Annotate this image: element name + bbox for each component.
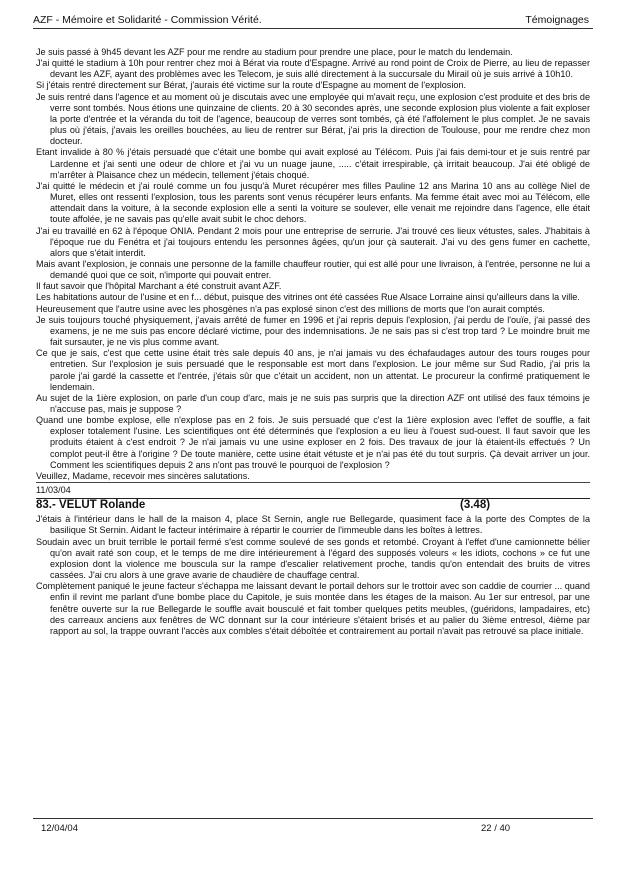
testimony-paragraph: J'ai quitté le médecin et j'ai roulé comme un fou jusqu'à Muret récupérer mes filles Pauline 12 ans Marina 10 ans au collège Niel de Muret, elles ont ressenti l'explosion, tous les parents sont venus récupérer leurs enfants. Ma femme était avec moi au Télécom, elle attendait dans la voiture, à la seconde explosion elle a senti la voiture se soulever, elle venait me rejoindre dans l'agence, elle était toute affolée, je ne savais pas qu'elle avait subit le choc dehors. [36,180,590,225]
page-footer [33,818,593,840]
testimony-paragraph: Les habitations autour de l'usine et en f... début, puisque des vitrines ont été cassées Rue Alsace Lorraine ainsi qu'ailleurs dans la ville. [36,292,580,303]
testimony-paragraph: Il faut savoir que l'hôpital Marchant a été construit avant AZF. [36,281,282,292]
testimony-paragraph: Etant invalide à 80 % j'étais persuadé que c'était une bombe qui avait explosé au Télécom. Puis j'ai fais demi-tour et je suis rentré par Lardenne et j'ai senti une odeur de chlore et j'ai vu un nuage jaune, ..... c'était irrespirable, çà irritait beaucoup. J'ai été obligé de m'arrêter à Plaisance chez un médecin, tellement j'étais choqué. [36,147,590,180]
page-header [33,12,593,30]
page-number: 22 / 40 [481,823,511,834]
testimony-paragraph: Au sujet de la 1ière explosion, on parle d'un coup d'arc, mais je ne suis pas surpris que la direction AZF ont utilisé des faux témoins je n'accuse pas, mais je suppose ? [36,392,590,414]
testimony-paragraph: Quand une bombe explose, elle n'explose pas en 2 fois. Je suis persuadé que c'est la 1ière explosion avec l'effet de souffle, a fait exploser totalement l'usine. Les scientifiques ont été déterminés que l'explosion a eu lieu à l'ouest sud-ouest. Il faut savoir que les produits étaient à c'est endroit ? Je n'ai jamais vu une usine exploser en 2 fois. Des travaux de jour là étaient-ils effectués ? Un complot peut-il être à l'origine ? De toute manière, cette usine était vétuste et je n'ai pas été du tout surpris. Çà devait arriver un jour. Comment les scientifiques depuis 2 ans n'ont pas trouvé le pourquoi de l'explosion ? [36,415,590,470]
footer-date: 12/04/04 [41,823,78,834]
testimony-paragraph: Je suis rentré dans l'agence et au moment où je discutais avec une employée qui m'avait reçu, une explosion c'est produite et des bris de verre sont tombés. Nous étions une quinzaine de clients. 20 à 30 secondes après, une seconde explosion plus violente a fait exploser la porte d'entrée et la véranda du toit de l'agence, beaucoup de verres sont tombés, çà été l'affolement le plus complet. Je ne savais plus où j'étais, j'avais les oreilles bouchées, au lieu de rentrer sur Bérat, j'ai pris la direction de Toulouse, pour me rendre chez mon docteur. [36,91,590,147]
testimony-number: (3.48) [460,499,491,512]
header-divider [33,28,593,29]
testimony-paragraph: Mais avant l'explosion, je connais une personne de la famille chauffeur routier, qui est allé pour une livraison, à l'entrée, personne ne lui a demandé quoi que ce soit, n'importe qui pouvait entrer. [36,258,590,281]
testimony-heading [36,498,590,514]
entry-date: 11/03/04 [36,482,590,497]
testimony-paragraph: Complètement paniqué le jeune facteur s'échappa me laissant devant le portail dehors sur le trottoir avec son caddie de courrier ... quand enfin il revint me parlant d'une bombe place du Capitole, je suis montée dans les étages de la maison. Au 1er sur entresol, par une fenêtre ouverte sur la rue Bellegarde le souffle avait bousculé et fait tomber quelques petits meubles, (guéridons, lampadaires, etc) des carreaux anciens aux fenêtres de WC donnant sur la cour intérieure s'étaient brisés et au palier du 3ième entresol, 4ième par rapport au sol, la trappe ouvrant l'accès aux combles s'était déboîtée et contrairement au portail n'avait pas retrouvé sa place initiale. [36,581,590,636]
footer-divider [33,818,593,819]
closing-salutation: Veuillez, Madame, recevoir mes sincères salutations. [36,470,250,481]
testimony-paragraph: J'étais à l'intérieur dans le hall de la maison 4, place St Sernin, angle rue Bellegarde, quasiment face à la porte des Comptes de la basilique St Sernin. Aidant le facteur intérimaire à répartir le courrier de l'immeuble dans les boîtes à lettres. [36,514,590,536]
testimony-paragraph: Je suis toujours touché physiquement, j'avais arrêté de fumer en 1996 et j'ai repris depuis l'explosion, j'ai perdu de l'ouïe, j'ai passé des examens, je ne me suis pas encore déclaré victime, pour des indemnisations. Je ne sais pas si c'est trop tard ? Le moindre bruit me fait sursauter, je ne vis plus comme avant. [36,314,590,348]
testimony-paragraph: J'ai quitté le stadium à 10h pour rentrer chez moi à Bérat via route d'Espagne. Arrivé au rond point de Croix de Pierre, au lieu de repasser devant les AZF, ayant des problèmes avec les Telecom, je suis allé directement à la succursale du Mirail où je suis arrivé à 10h10. [36,58,590,80]
witness-name: 83.- VELUT Rolande [36,499,146,512]
document-body [36,47,590,637]
header-title: AZF - Mémoire et Solidarité - Commission Vérité. [33,14,262,26]
testimony-paragraph: Ce que je sais, c'est que cette usine était très sale depuis 40 ans, je n'ai jamais vu des échafaudages autour des tours rouges pour entretien. Sur l'explosion je suis persuadé que le responsable est mort dans l'explosion. Le jour même sur Sud Radio, j'ai pris la parole j'ai gardé la cassette et l'entrée, j'étais sûr que c'était un accident, non un attentat. Le procureur la confirmé pratiquement le lendemain. [36,348,590,392]
testimony-paragraph: Soudain avec un bruit terrible le portail fermé s'est comme soulevé de ses gonds et retombé. Croyant à l'effet d'une camionnette bélier qu'on avait raté son coup, et le temps de me dire intérieurement à l'égard des supposés voleurs « les idiots, cochons » ce fut une explosion dont la violence me bouscula sur la rampe d'escalier relativement proche, tandis qu'on entendait des bruits de vitres cassées. J'ai cru alors à une grave avarie de chaudière de chauffage central. [36,536,590,581]
header-section-label: Témoignages [525,14,589,26]
testimony-paragraph: J'ai eu travaillé en 62 à l'époque ONIA. Pendant 2 mois pour une entreprise de serrurie. J'ai trouvé ces lieux vétustes, sales. J'habitais à l'époque rue du Fenétra et j'ai toujours entendu les personnes âgées, qu'un jour çà sauterait. J'ai vu des gens fumer en cachette, alors que s'était interdit. [36,225,590,258]
testimony-paragraph: Heureusement que l'autre usine avec les phosgènes n'a pas explosé sinon c'est des millions de morts que l'on aurait comptés. [36,303,545,314]
testimony-paragraph: Je suis passé à 9h45 devant les AZF pour me rendre au stadium pour prendre une place, pour le match du lendemain. [36,47,513,57]
testimony-paragraph: Si j'étais rentré directement sur Bérat, j'aurais été victime sur la route d'Espagne au moment de l'explosion. [36,80,467,91]
